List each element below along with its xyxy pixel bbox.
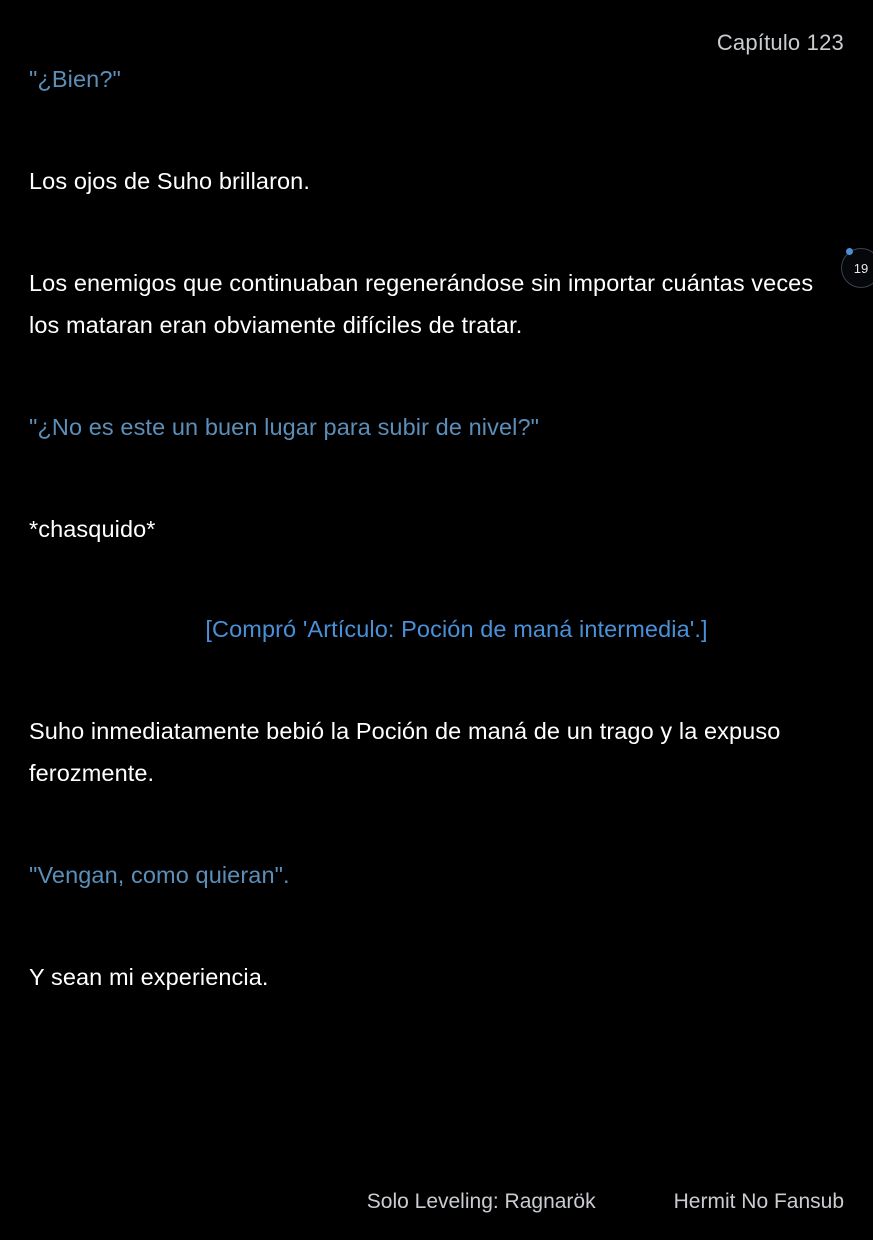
series-title: Solo Leveling: Ragnarök	[366, 1190, 596, 1213]
paragraph: "Vengan, como quieran".	[29, 862, 290, 888]
notification-badge[interactable]	[841, 248, 873, 288]
page-footer	[0, 1190, 844, 1214]
paragraph: Los enemigos que continuaban regenerándose sin importar cuántas veces los mataran eran obviamente difíciles de tratar.	[29, 270, 814, 338]
chapter-label: Capítulo 123	[716, 30, 844, 55]
paragraph: "¿Bien?"	[29, 66, 121, 92]
badge-dot-icon	[846, 248, 853, 255]
badge-count: 19	[853, 260, 869, 276]
paragraph: "¿No es este un buen lugar para subir de nivel?"	[29, 414, 540, 440]
fansub-group: Hermit No Fansub	[673, 1190, 844, 1213]
paragraph: Y sean mi experiencia.	[29, 964, 269, 990]
chapter-body	[29, 58, 844, 1058]
paragraph: Suho inmediatamente bebió la Poción de maná de un trago y la expuso ferozmente.	[29, 718, 781, 786]
paragraph: *chasquido*	[29, 516, 156, 542]
paragraph: Los ojos de Suho brillaron.	[29, 168, 310, 194]
system-message: [Compró 'Artículo: Poción de maná intermedia'.]	[205, 616, 708, 642]
